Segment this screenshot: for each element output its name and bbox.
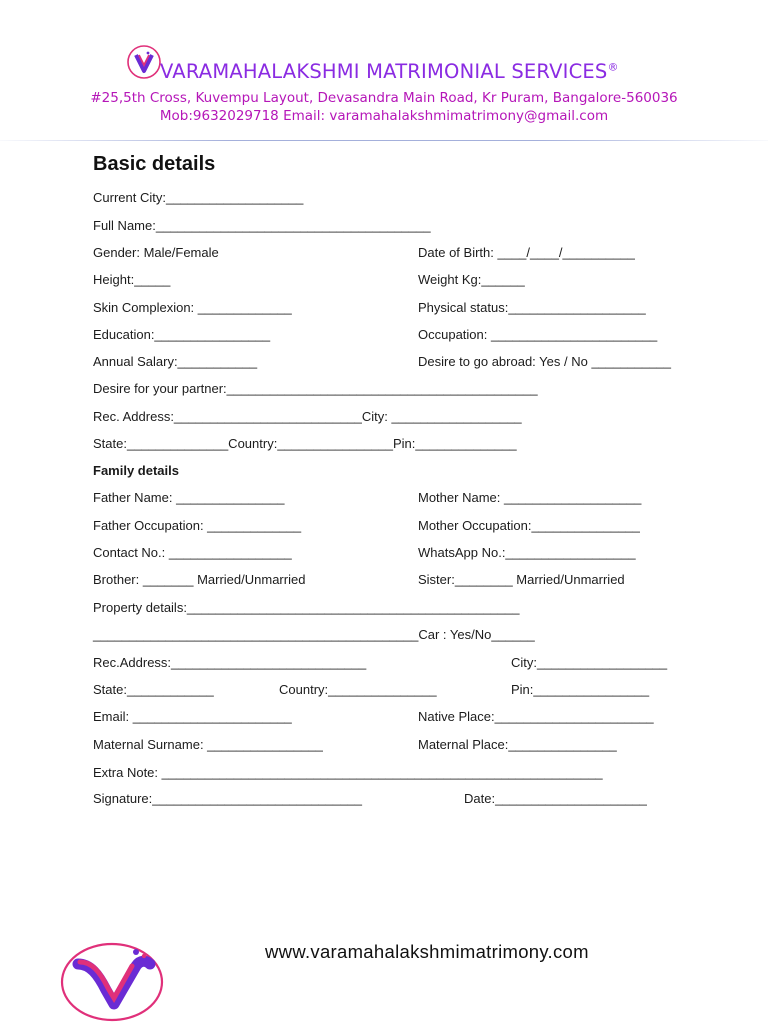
native-place-field[interactable]: Native Place:______________________ (418, 709, 654, 724)
gender-field[interactable]: Gender: Male/Female (93, 245, 219, 260)
company-logo-icon (126, 44, 162, 80)
date-field[interactable]: Date:_____________________ (464, 791, 647, 806)
property-details-field[interactable]: Property details:______________________________________________ (93, 600, 520, 615)
whatsapp-no-field[interactable]: WhatsApp No.:__________________ (418, 545, 636, 560)
desire-partner-field[interactable]: Desire for your partner:___________________________________________ (93, 381, 538, 396)
company-address: #25,5th Cross, Kuvempu Layout, Devasandra Main Road, Kr Puram, Bangalore-560036 (90, 90, 678, 106)
physical-status-field[interactable]: Physical status:___________________ (418, 300, 646, 315)
pin2-field[interactable]: Pin:________________ (511, 682, 650, 697)
desire-abroad-field[interactable]: Desire to go abroad: Yes / No ___________ (418, 354, 671, 369)
father-occupation-field[interactable]: Father Occupation: _____________ (93, 518, 302, 533)
sister-field[interactable]: Sister:________ Married/Unmarried (418, 572, 625, 587)
brother-field[interactable]: Brother: _______ Married/Unmarried (93, 572, 306, 587)
company-name: VARAMAHALAKSHMI MATRIMONIAL SERVICES® (160, 60, 619, 83)
car-field[interactable]: _____________________________________________Car : Yes/No______ (93, 627, 535, 642)
registered-mark: ® (607, 60, 619, 74)
education-field[interactable]: Education:________________ (93, 327, 271, 342)
header-divider (0, 140, 768, 141)
signature-field[interactable]: Signature:_____________________________ (93, 791, 362, 806)
annual-salary-field[interactable]: Annual Salary:___________ (93, 354, 258, 369)
state-country-pin-field[interactable]: State:______________Country:________________Pin:______________ (93, 436, 517, 451)
country2-field[interactable]: Country:_______________ (279, 682, 437, 697)
rec-address2-field[interactable]: Rec.Address:___________________________ (93, 655, 367, 670)
skin-complexion-field[interactable]: Skin Complexion: _____________ (93, 300, 292, 315)
mother-occupation-field[interactable]: Mother Occupation:_______________ (418, 518, 640, 533)
full-name-field[interactable]: Full Name:______________________________________ (93, 218, 431, 233)
section-title-family-details: Family details (93, 463, 179, 478)
website-url[interactable]: www.varamahalakshmimatrimony.com (265, 941, 589, 962)
occupation-field[interactable]: Occupation: _______________________ (418, 327, 658, 342)
father-name-field[interactable]: Father Name: _______________ (93, 490, 285, 505)
mother-name-field[interactable]: Mother Name: ___________________ (418, 490, 642, 505)
maternal-surname-field[interactable]: Maternal Surname: ________________ (93, 737, 323, 752)
rec-address-city-field[interactable]: Rec. Address:__________________________City: __________________ (93, 409, 522, 424)
company-contact: Mob:9632029718 Email: varamahalakshmimatrimony@gmail.com (159, 108, 609, 124)
footer-logo-icon (60, 938, 168, 1022)
maternal-place-field[interactable]: Maternal Place:_______________ (418, 737, 617, 752)
current-city-field[interactable]: Current City:___________________ (93, 190, 304, 205)
email-field[interactable]: Email: ______________________ (93, 709, 292, 724)
city2-field[interactable]: City:__________________ (511, 655, 668, 670)
state2-field[interactable]: State:____________ (93, 682, 214, 697)
dob-field[interactable]: Date of Birth: ____/____/__________ (418, 245, 635, 260)
contact-no-field[interactable]: Contact No.: _________________ (93, 545, 292, 560)
extra-note-field[interactable]: Extra Note: _____________________________________________________________ (93, 765, 603, 780)
height-field[interactable]: Height:_____ (93, 272, 171, 287)
section-title-basic-details: Basic details (93, 153, 216, 175)
weight-field[interactable]: Weight Kg:______ (418, 272, 525, 287)
